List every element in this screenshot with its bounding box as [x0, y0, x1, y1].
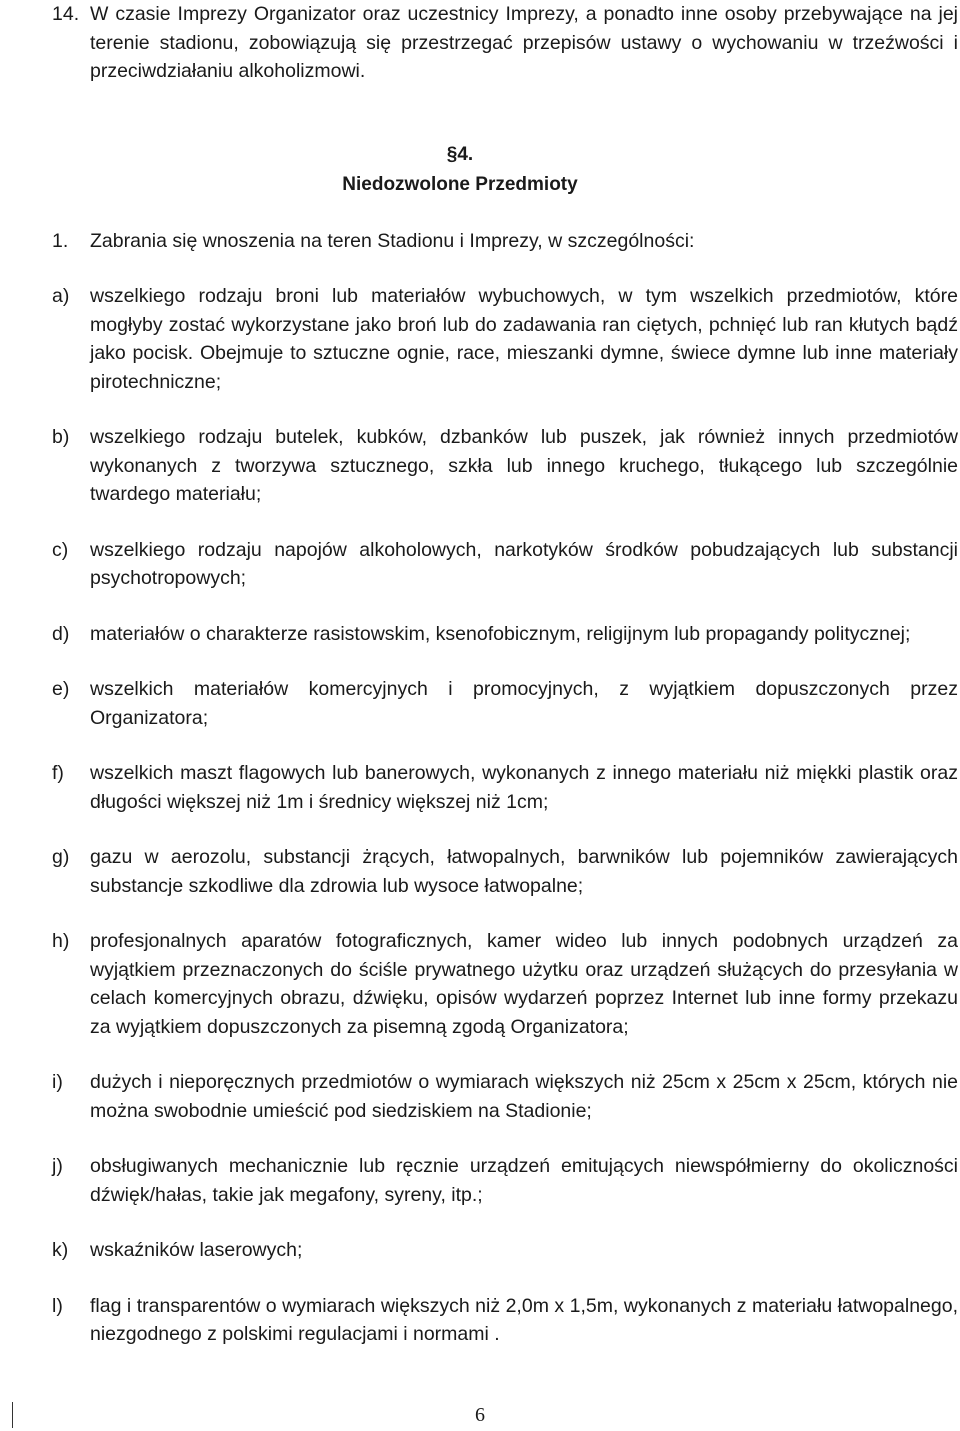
list-item-letter: j) — [52, 1155, 63, 1177]
prohibited-items-list — [52, 282, 958, 1349]
clause-number: 1. — [52, 230, 69, 252]
section-title: Niedozwolone Przedmioty — [342, 174, 578, 195]
list-item — [52, 843, 958, 900]
list-item — [52, 1292, 958, 1349]
list-item — [52, 282, 958, 396]
section-number: §4. — [446, 144, 474, 165]
list-item — [52, 423, 958, 509]
list-item-text: profesjonalnych aparatów fotograficznych, kamer wideo lub innych podobnych urządzeń za wyjątkiem przeznaczonych do ściśle prywatnego użytku oraz urządzeń służących do przesyłania w celach komercyjnych obrazu, dźwięku, opisów wydarzeń poprzez Internet lub inne formy przekazu za wyjątkiem dopuszczonych za pisemną zgodą Organizatora; — [90, 930, 958, 1038]
list-item-letter: l) — [52, 1294, 63, 1317]
page-number: 6 — [475, 1404, 485, 1426]
list-item-text: wszelkiego rodzaju napojów alkoholowych, narkotyków środków pobudzających lub substancji psychotropowych; — [90, 538, 958, 589]
list-item-text: dużych i nieporęcznych przedmiotów o wymiarach większych niż 25cm x 25cm x 25cm, których nie można swobodnie umieścić pod siedziskiem na Stadionie; — [90, 1071, 958, 1122]
list-item-text: wskaźników laserowych; — [90, 1239, 303, 1261]
list-item-text: flag i transparentów o wymiarach większych niż 2,0m x 1,5m, wykonanych z materiału łatwopalnego, niezgodnego z polskimi regulacjami i normami . — [90, 1294, 958, 1345]
list-item — [52, 1236, 958, 1265]
list-item-letter: e) — [52, 678, 70, 700]
list-item-letter: a) — [52, 285, 70, 307]
list-item-text: materiałów o charakterze rasistowskim, ksenofobicznym, religijnym lub propagandy politycznej; — [90, 622, 911, 645]
list-item-text: wszelkiego rodzaju broni lub materiałów wybuchowych, w tym wszelkich przedmiotów, które mogłyby zostać wykorzystane jako broń lub do zadawania ran ciętych, pchnięć lub ran kłutych bądź jako pocisk. Obejmuje to sztuczne ognie, race, mieszanki dymne, świece dymne lub inne materiały pirotechniczne; — [90, 285, 958, 393]
clause-1 — [52, 227, 958, 256]
list-item — [52, 759, 958, 816]
list-item — [52, 675, 958, 732]
list-item-letter: i) — [52, 1071, 63, 1093]
list-item-text: wszelkich maszt flagowych lub banerowych, wykonanych z innego materiału niż miękki plastik oraz długości większej niż 1m i średnicy większej niż 1cm; — [90, 762, 958, 813]
list-item — [52, 620, 958, 649]
list-item-letter: h) — [52, 930, 70, 952]
list-item-text: wszelkiego rodzaju butelek, kubków, dzbanków lub puszek, jak również innych przedmiotów wykonanych z tworzywa sztucznego, szkła lub innego kruchego, tłukącego lub szczególnie twardego materiału; — [90, 426, 958, 505]
clause-text: Zabrania się wnoszenia na teren Stadionu i Imprezy, w szczególności: — [90, 230, 695, 252]
list-item — [52, 927, 958, 1041]
list-item-text: gazu w aerozolu, substancji żrących, łatwopalnych, barwników lub pojemników zawierających substancje szkodliwe dla zdrowia lub wysoce łatwopalne; — [90, 846, 958, 897]
list-item-letter: b) — [52, 426, 70, 448]
paragraph-text: W czasie Imprezy Organizator oraz uczestnicy Imprezy, a ponadto inne osoby przebywające na jej terenie stadionu, zobowiązują się przestrzegać przepisów ustawy o wychowaniu w trzeźwości i przeciwdziałaniu alkoholizmowi. — [90, 3, 958, 82]
list-item-text: wszelkich materiałów komercyjnych i promocyjnych, z wyjątkiem dopuszczonych przez Organizatora; — [90, 678, 958, 729]
list-item-letter: f) — [52, 762, 64, 784]
list-item-letter: g) — [52, 846, 70, 868]
list-item-letter: c) — [52, 538, 69, 561]
list-item-text: obsługiwanych mechanicznie lub ręcznie urządzeń emitujących niewspółmierny do okoliczności dźwięk/hałas, takie jak megafony, syreny, itp.; — [90, 1155, 958, 1206]
list-item — [52, 536, 958, 593]
paragraph-14 — [52, 0, 958, 86]
list-item-letter: k) — [52, 1239, 69, 1261]
list-item — [52, 1152, 958, 1209]
list-item — [52, 1068, 958, 1125]
list-item-letter: d) — [52, 622, 70, 645]
paragraph-number: 14. — [52, 3, 80, 25]
